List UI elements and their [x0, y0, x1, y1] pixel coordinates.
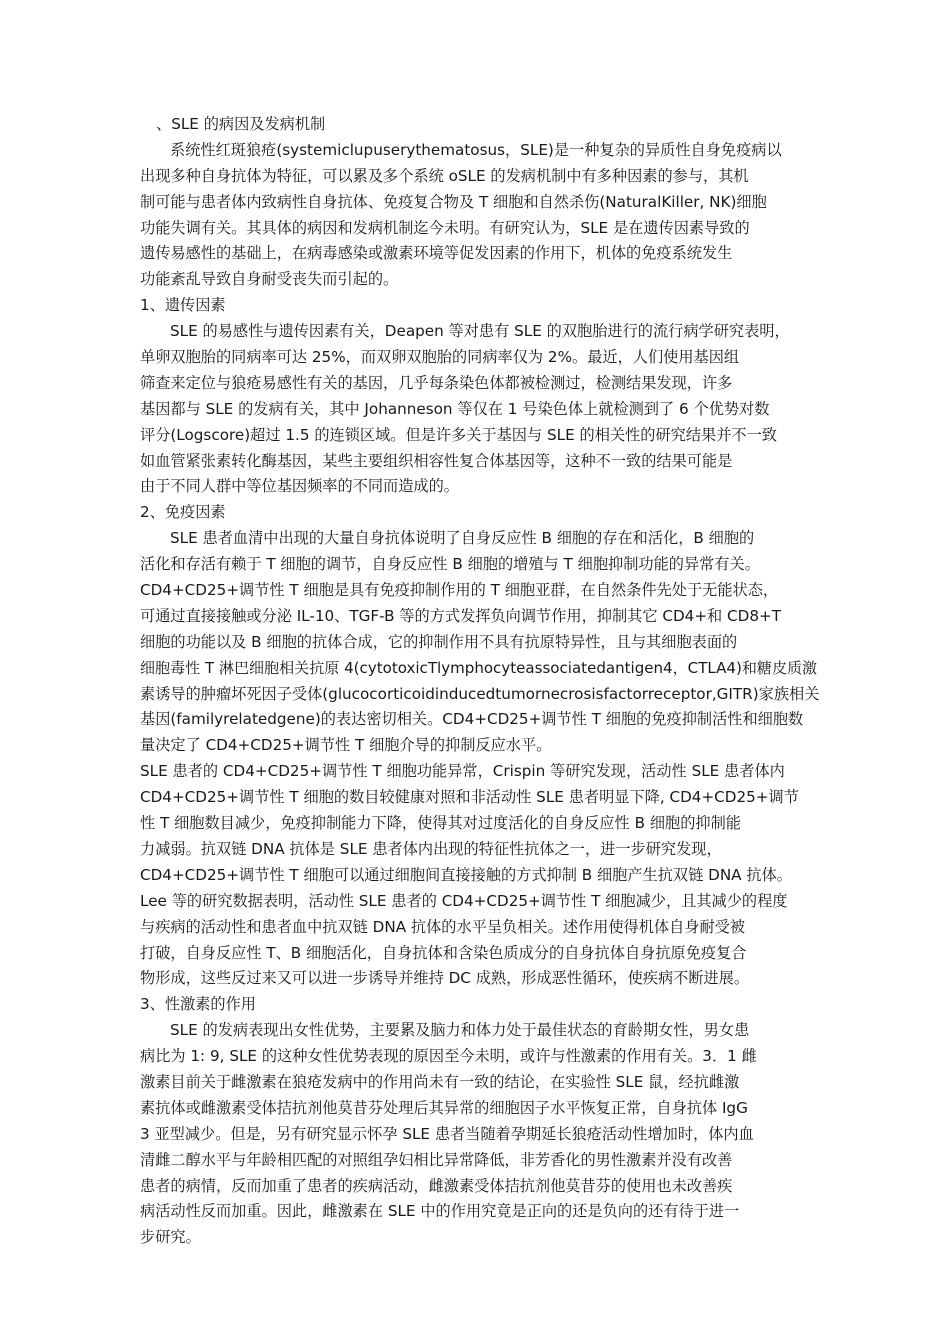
paragraph-line: 力减弱。抗双链 DNA 抗体是 SLE 患者体内出现的特征性抗体之一，进一步研究发现， — [140, 839, 722, 858]
paragraph-line: 功能失调有关。其具体的病因和发病机制迄今未明。有研究认为，SLE 是在遗传因素导致的 — [140, 218, 750, 237]
paragraph-line: 筛查来定位与狼疮易感性有关的基因，几乎每条染色体都被检测过，检测结果发现，许多 — [140, 373, 733, 392]
paragraph-line: CD4+CD25+调节性 T 细胞是具有免疫抑制作用的 T 细胞亚群，在自然条件先处于无能状态， — [140, 581, 779, 600]
paragraph-line: 病活动性反而加重。因此，雌激素在 SLE 中的作用究竟是正向的还是负向的还有待于进一 — [140, 1202, 740, 1221]
paragraph-line: 出现多种自身抗体为特征，可以累及多个系统 oSLE 的发病机制中有多种因素的参与，其机 — [140, 166, 749, 185]
paragraph-line: 基因(familyrelatedgene)的表达密切相关。CD4+CD25+调节性 T 细胞的免疫抑制活性和细胞数 — [140, 710, 804, 729]
paragraph-line: 性 T 细胞数目减少，免疫抑制能力下降，使得其对过度活化的自身反应性 B 细胞的抑制能 — [140, 814, 741, 833]
paragraph-line: Lee 等的研究数据表明，活动性 SLE 患者的 CD4+CD25+调节性 T 细胞减少，且其减少的程度 — [140, 891, 788, 910]
immune-factors-paragraph — [140, 526, 820, 992]
paragraph-line: 清雌二醇水平与年龄相匹配的对照组孕妇相比异常降低，非芳香化的男性激素并没有改善 — [140, 1150, 733, 1169]
paragraph-line: 单卵双胞胎的同病率可达 25%，而双卵双胞胎的同病率仅为 2%。最近，人们使用基因组 — [140, 348, 740, 367]
paragraph-line: CD4+CD25+调节性 T 细胞可以通过细胞间直接接触的方式抑制 B 细胞产生抗双链 DNA 抗体。 — [140, 865, 792, 884]
sex-hormones-paragraph — [140, 1018, 820, 1251]
paragraph-line: 物形成，这些反过来又可以进一步诱导并维持 DC 成熟，形成恶性循环，使疾病不断进展。 — [140, 969, 750, 988]
paragraph-line: 细胞毒性 T 淋巴细胞相关抗原 4(cytotoxicTlymphocyteassociatedantigen4，CTLA4)和糖皮质激 — [140, 658, 818, 677]
paragraph-line: 基因都与 SLE 的发病有关，其中 Johanneson 等仅在 1 号染色体上就检测到了 6 个优势对数 — [140, 399, 770, 418]
paragraph-line: 评分(Logscore)超过 1.5 的连锁区域。但是许多关于基因与 SLE 的相关性的研究结果并不一致 — [140, 425, 777, 444]
paragraph-line: 病比为 1: 9, SLE 的这种女性优势表现的原因至今未明，或许与性激素的作用有关。3．1 雌 — [140, 1047, 757, 1066]
paragraph-line: 系统性红斑狼疮(systemiclupuserythematosus，SLE)是一种复杂的异质性自身免疫病以 — [170, 140, 782, 159]
paragraph-line: 制可能与患者体内致病性自身抗体、免疫复合物及 T 细胞和自然杀伤(NaturalKiller, NK)细胞 — [140, 192, 767, 211]
genetic-factors-paragraph — [140, 319, 820, 500]
paragraph-line: 3 亚型减少。但是，另有研究显示怀孕 SLE 患者当随着孕期延长狼疮活动性增加时，体内血 — [140, 1124, 754, 1143]
paragraph-line: 打破，自身反应性 T、B 细胞活化，自身抗体和含染色质成分的自身抗体自身抗原免疫复合 — [140, 943, 747, 962]
paragraph-line: 细胞的功能以及 B 细胞的抗体合成，它的抑制作用不具有抗原特异性，且与其细胞表面的 — [140, 632, 738, 651]
paragraph-line: 可通过直接接触或分泌 IL-10、TGF-B 等的方式发挥负向调节作用，抑制其它 CD4+和 CD8+T — [140, 606, 782, 625]
paragraph-line: 与疾病的活动性和患者血中抗双链 DNA 抗体的水平呈负相关。述作用使得机体自身耐受被 — [140, 917, 746, 936]
paragraph-line: 活化和存活有赖于 T 细胞的调节，自身反应性 B 细胞的增殖与 T 细胞抑制功能的异常有关。 — [140, 555, 760, 574]
document-body — [140, 112, 820, 1251]
paragraph-line: 如血管紧张素转化酶基因，某些主要组织相容性复合体基因等，这种不一致的结果可能是 — [140, 451, 733, 470]
paragraph-line: SLE 的发病表现出女性优势，主要累及脑力和体力处于最佳状态的育龄期女性，男女患 — [170, 1021, 750, 1040]
heading-immune-factors: 2、免疫因素 — [140, 503, 226, 522]
paragraph-line: 患者的病情，反而加重了患者的疾病活动，雌激素受体拮抗剂他莫昔芬的使用也未改善疾 — [140, 1176, 733, 1195]
paragraph-line: 量决定了 CD4+CD25+调节性 T 细胞介导的抑制反应水平。 — [140, 736, 552, 755]
paragraph-line: 步研究。 — [140, 1228, 201, 1247]
paragraph-line: CD4+CD25+调节性 T 细胞的数目较健康对照和非活动性 SLE 患者明显下降, CD4+CD25+调节 — [140, 788, 799, 807]
intro-paragraph — [140, 138, 820, 293]
paragraph-line: SLE 患者的 CD4+CD25+调节性 T 细胞功能异常，Crispin 等研究发现，活动性 SLE 患者体内 — [140, 762, 785, 781]
paragraph-line: 素诱导的肿瘤坏死因子受体(glucocorticoidinducedtumornecrosisfactorreceptor,GITR)家族相关 — [140, 684, 820, 703]
section-title: 、SLE 的病因及发病机制 — [156, 115, 326, 133]
paragraph-line: 遗传易感性的基础上，在病毒感染或激素环境等促发因素的作用下，机体的免疫系统发生 — [140, 244, 733, 263]
paragraph-line: 由于不同人群中等位基因频率的不同而造成的。 — [140, 477, 459, 496]
paragraph-line: SLE 的易感性与遗传因素有关，Deapen 等对患有 SLE 的双胞胎进行的流行病学研究表明， — [170, 322, 790, 341]
heading-genetic-factors: 1、遗传因素 — [140, 296, 226, 315]
heading-sex-hormones: 3、性激素的作用 — [140, 995, 256, 1014]
paragraph-line: 功能紊乱导致自身耐受丧失而引起的。 — [140, 270, 399, 289]
paragraph-line: 激素目前关于雌激素在狼疮发病中的作用尚未有一致的结论，在实验性 SLE 鼠，经抗雌激 — [140, 1072, 740, 1091]
paragraph-line: 素抗体或雌激素受体拮抗剂他莫昔芬处理后其异常的细胞因子水平恢复正常，自身抗体 IgG — [140, 1098, 748, 1117]
paragraph-line: SLE 患者血清中出现的大量自身抗体说明了自身反应性 B 细胞的存在和活化，B 细胞的 — [170, 529, 755, 548]
